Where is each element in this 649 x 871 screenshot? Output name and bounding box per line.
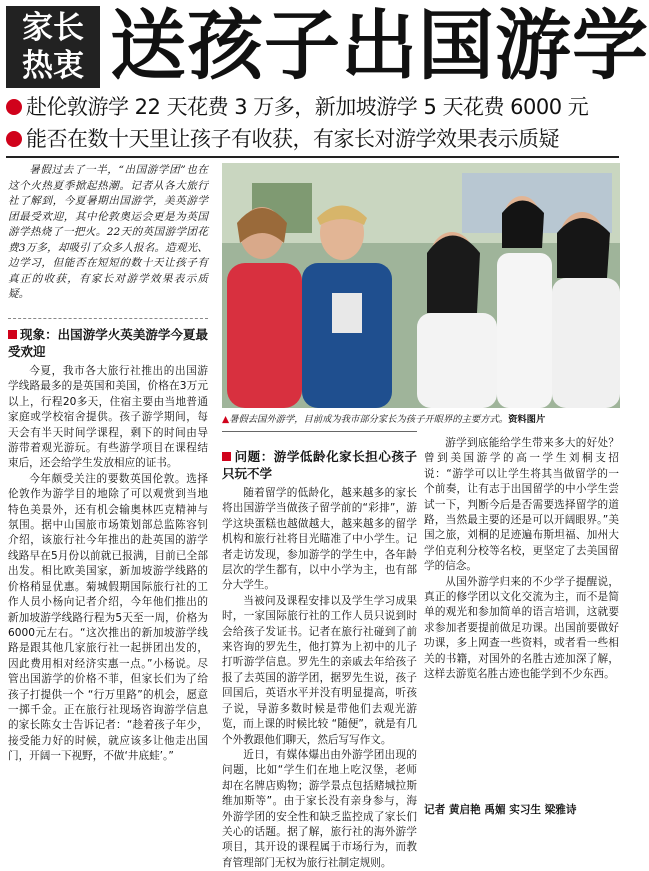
photo-credit: 资料图片: [508, 414, 546, 425]
students-photo-illustration: [222, 163, 620, 408]
section-1-paragraph: 今年颇受关注的要数英国伦敦。选择伦敦作为游学目的地除了可以观赏到当地特色美景外，还有机会输奥林匹克精神与氛围。据中山国旅市场策划部总监陈容钊介绍，该旅行社今年推出的赴英国的游学线路早在5月份以前就已报满，目前已全部出发。相比欧美国家，新加坡游学线路的价格稍显优惠。菊城假期国际旅行社的工作人员小杨向记者介绍，今年他们推出的新加坡游学线路行程为5天至一周，价格为6000元左右。“这次推出的新加坡游学线路是跟其他几家旅行社一起拼团出发的，因此费用相对经济实惠一点。”小杨说。尽管出国游学的价格不菲，但家长们为了给孩子打提供一个 “行万里路”的机会，愿意一掷千金。正在旅行社现场咨询游学信息的家长陈女士告诉记者：“趁着孩子年少，接受能力好的时候，就应该多让他走出国门，开阔一下视野，不做‘井底蛙’。”: [8, 472, 208, 763]
triangle-marker-icon: ▲: [222, 414, 230, 425]
column-1: [8, 322, 208, 820]
caption-text: 暑假去国外游学，目前成为我市部分家长为孩子开眼界的主要方式。: [229, 414, 509, 425]
photo-caption: [222, 412, 620, 428]
kicker-line-1: 家长: [22, 10, 84, 46]
section-2-title: 问题：游学低龄化家长担心孩子只玩不学: [222, 449, 417, 481]
headline: 送孩子出国游学: [110, 1, 649, 90]
kicker-line-2: 热衷: [22, 48, 84, 84]
byline: 记者 黄启艳 禹媚 实习生 梁雅诗: [424, 804, 577, 816]
section-1-paragraph: 今夏，我市各大旅行社推出的出国游学线路最多的是英国和美国，价格在3万元以上，行程20多天，住宿主要由当地普通家庭或学校宿舍提供。孩子游学期间，每天会有半天时间学课程，剩下的时间由导游带着观光游玩。有些游学项目在课程结束后，还会给学生发放相应的证书。: [8, 365, 208, 470]
section-1-heading: [8, 326, 208, 360]
intro-divider: [8, 318, 208, 319]
red-square-icon: [8, 330, 17, 339]
deck-text-2: 能否在数十天里让孩子有收获，有家长对游学效果表示质疑: [26, 127, 559, 151]
column-3: [424, 436, 619, 820]
section-2-paragraph: 从国外游学归来的不少学子提醒说，真正的修学团以文化交流为主，而不是简单的观光和参加简单的语言培训，这就要求参加者要提前做足功课。出国前要做好功课，多上网查一些资料，或者看一些相关的书籍，对国外的名胜古迹加深了解，这样去游览名胜古迹也能学到不少东西。: [424, 575, 619, 681]
kicker-box: [6, 6, 100, 88]
top-rule: [6, 156, 619, 158]
bullet-dot-icon: [6, 131, 22, 147]
section-2-heading: [222, 448, 417, 482]
bullet-dot-icon: [6, 99, 22, 115]
deck-line-1: [6, 92, 622, 122]
news-photo: [222, 163, 620, 408]
section-2-paragraph: 随着留学的低龄化，越来越多的家长将出国游学当做孩子留学前的“彩排”，游学这块蛋糕也越做越大，越来越多的留学机构和旅行社将目光瞄准了中小学生。记者走访发现，参加游学的学生中，各年龄层次的学生都有，以中小学为主，也有部分大学生。: [222, 487, 417, 592]
section-rule: [222, 431, 417, 432]
section-2-paragraph: 近日，有媒体爆出由外游学团出现的问题，比如“学生们在地上吃汉堡，老师却在名牌店购物；游学景点包括赌城拉斯维加斯等”。由于家长没有亲身参与，海外游学团的安全性和缺乏监控成了家长们关心的话题。据了解，旅行社的海外游学项目，其开设的课程属于市场行为，而教育管理部门无权为旅行社制定规则。: [222, 748, 417, 869]
column-2: [222, 448, 417, 869]
section-2-paragraph: 游学到底能给学生带来多大的好处？曾到美国游学的高一学生刘桐支招说：“游学可以让学生将其当做留学的一个前奏，让有志于出国留学的中小学生尝试一下，判断今后是否需要选择留学的道路，当然最主要的还是可以开阔眼界。”美国之旅，刘桐的足迹遍布斯坦福、加州大学伯克利分校等名校，更坚定了去美国留学的信念。: [424, 437, 619, 573]
red-square-icon: [222, 452, 231, 461]
section-1-title: 现象：出国游学火英美游学今夏最受欢迎: [8, 327, 208, 359]
intro-lead: 暑假过去了一半，“出国游学团”也在这个火热夏季掀起热潮。记者从各大旅行社了解到，今夏暑期出国游学，美英游学团最受欢迎，其中伦敦奥运会更是为英国游学热烧了一把火。22天的英国游学团花费3万多，却吸引了众多人报名。造观光、边学习，但能否在短短的数十天让孩子有真正的收获，有家长对游学效果表示质疑。: [8, 164, 208, 300]
deck-line-2: [6, 124, 622, 154]
section-2-paragraph: 当被问及课程安排以及学生学习成果时，一家国际旅行社的工作人员只说到时会给孩子发证书。记者在旅行社碰到了前来咨询的罗先生，他打算为上初中的儿子打听游学信息。罗先生的亲戚去年给孩子报了去英国的游学团，据罗先生说，孩子回国后，英语水平并没有明显提高，听孩子说，导游多数时候是带他们去观光游览，而上课的时候比较 “随便”，就是有几个外教跟他们聊天，然后写写作文。: [222, 594, 417, 746]
deck-text-1: 赴伦敦游学 22 天花费 3 万多，新加坡游学 5 天花费 6000 元: [26, 95, 589, 119]
